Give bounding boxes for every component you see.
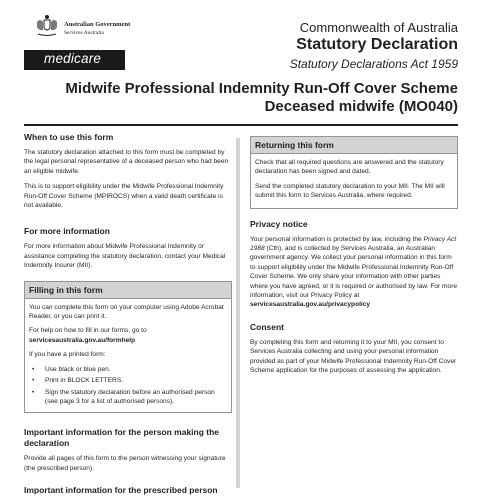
privacy-heading: Privacy notice — [250, 218, 308, 229]
privacy-act-name: Privacy Act 1988 — [250, 235, 457, 253]
form-title-line1: Midwife Professional Indemnity Run-Off Cover Scheme — [65, 80, 458, 97]
more-info-heading: For more information — [24, 226, 110, 237]
right-column — [250, 136, 458, 382]
making-declaration-heading: Important information for the person making the declaration — [24, 427, 220, 449]
more-info-paragraph: For more information about Midwife Professional Indemnity or assistance completing the statutory declaration, contact your Medical Indemnity Insurer (MII). — [24, 243, 226, 270]
when-paragraph-2: This is to support eligibility under the Midwife Professional Indemnity Run-Off Cover Scheme (MPIROCS) when a valid death certificate is not available. — [24, 183, 224, 210]
filling-help — [29, 326, 227, 345]
formhelp-link[interactable]: servicesaustralia.gov.au/formhelp — [29, 336, 136, 344]
privacy-paragraph — [250, 235, 458, 310]
list-item: • Print in BLOCK LETTERS. — [29, 376, 227, 385]
privacy-text-a: Your personal information is protected by law, including the — [250, 235, 424, 243]
filling-box — [24, 281, 232, 414]
privacy-policy-link[interactable]: servicesaustralia.gov.au/privacypolicy — [250, 301, 371, 309]
filling-help-text: For help on how to fill in our forms, go to — [29, 327, 147, 335]
document-type-title: Statutory Declaration — [296, 36, 458, 53]
title-rule — [24, 124, 458, 126]
act-reference: Statutory Declarations Act 1959 — [289, 57, 458, 71]
when-paragraph-1: The statutory declaration attached to this form must be completed by the legal personal representative of a deceased person who had been an eligible midwife. — [24, 149, 229, 175]
returning-paragraph-1: Check that all required questions are answered and the statutory declaration has been signed and dated. — [255, 159, 444, 176]
privacy-text-b: (Cth), and is collected by Services Australia, an Australian government agency. We collect your personal information in this form to support eligibility under the Midwife Professional Indemnity Run-Off Cover Scheme. We only share your information with other parties where you have agreed, or it is required or authorised by law. For more information, visit our Privacy Policy at — [250, 245, 458, 300]
making-declaration-paragraph: Provide all pages of this form to the person witnessing your signature (the prescribed person). — [24, 455, 226, 472]
prescribed-person-heading: Important information for the prescribed person — [24, 485, 218, 496]
left-column — [24, 132, 232, 501]
medicare-logo-text: medicare — [44, 51, 102, 66]
returning-heading: Returning this form — [251, 137, 457, 154]
coat-of-arms-icon — [34, 14, 60, 38]
filling-paragraph-1: You can complete this form on your computer using Adobe Acrobat Reader, or you can print it. — [29, 303, 224, 321]
commonwealth-label: Commonwealth of Australia — [299, 20, 458, 35]
consent-heading: Consent — [250, 321, 284, 332]
list-item: • Use black or blue pen. — [29, 365, 227, 374]
column-divider — [236, 138, 240, 488]
form-title — [58, 80, 458, 116]
form-title-line2: Deceased midwife (MO040) — [264, 98, 458, 115]
consent-paragraph: By completing this form and returning it to your MII, you consent to Services Australia collecting and using your personal information provided as part of your Midwife Professional Indemnity Run-Off Cover Scheme application for the purposes of assessing the application. — [250, 338, 457, 375]
filling-heading: Filling in this form — [25, 282, 231, 299]
instructions-list — [29, 365, 227, 407]
filling-paragraph-3: If you have a printed form: — [29, 351, 106, 359]
list-item: • Sign the statutory declaration before an authorised person (see page 3 for a list of authorised persons). — [29, 388, 227, 407]
agency-name: Services Australia — [64, 30, 104, 36]
government-name: Australian Government — [64, 21, 131, 28]
returning-paragraph-2: Send the completed statutory declaration to your MII. The MII will submit this form to Services Australia, where required. — [255, 182, 445, 200]
when-heading: When to use this form — [24, 132, 114, 142]
returning-box — [250, 136, 458, 209]
